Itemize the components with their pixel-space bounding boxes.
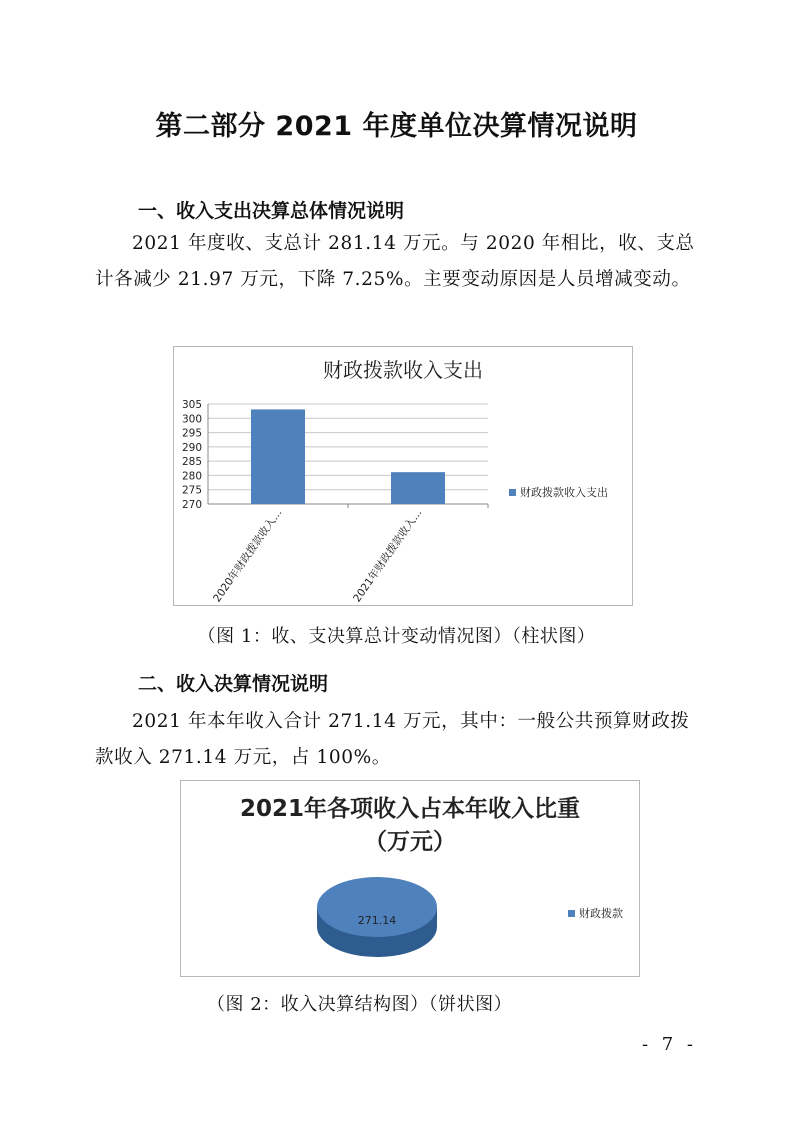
bar-2 (391, 472, 445, 504)
bar-chart-title: 财政拨款收入支出 (323, 358, 483, 382)
pie-data-label: 271.14 (357, 914, 397, 927)
figure-caption-2: （图 2：收入决算结构图）（饼状图） (207, 994, 513, 1015)
pie-legend-swatch (568, 910, 575, 917)
bar-y-tick-label: 290 (181, 441, 202, 454)
bar-y-tick-label: 305 (181, 399, 202, 411)
pie-legend-label: 财政拨款 (579, 907, 623, 920)
figure-caption-1: （图 1：收、支决算总计变动情况图）（柱状图） (197, 626, 596, 647)
bar-y-tick-label: 280 (181, 470, 202, 483)
bar-category-label: 2021年财政拨款收入… (351, 506, 425, 605)
bar-chart (173, 346, 633, 606)
bar-category-label: 2020年财政拨款收入… (211, 506, 285, 605)
bar-y-tick-label: 285 (181, 456, 202, 469)
section-paragraph-2: 2021 年本年收入合计 271.14 万元，其中：一般公共预算财政拨款收入 271.14 万元，占 100%。 (95, 711, 690, 768)
section-heading-1: 一、收入支出决算总体情况说明 (138, 200, 405, 222)
bar-y-tick-label: 275 (181, 484, 202, 497)
pie-chart-subtitle: （万元） (364, 829, 456, 855)
pie-chart (180, 780, 640, 977)
bar-y-tick-label: 270 (181, 499, 202, 511)
section-heading-2: 二、收入决算情况说明 (138, 673, 329, 695)
bar-y-tick-label: 295 (181, 427, 202, 440)
bar-1 (251, 409, 305, 504)
bar-y-tick-label: 300 (181, 413, 202, 426)
bar-legend-swatch (509, 489, 516, 496)
bar-legend-label: 财政拨款收入支出 (520, 486, 608, 499)
bar-chart-svg (174, 347, 632, 605)
pie-chart-title: 2021年各项收入占本年收入比重 (239, 796, 581, 822)
page-number: - 7 - (641, 1034, 697, 1055)
pie-chart-svg (181, 781, 639, 976)
pie-slice-1 (317, 877, 437, 937)
page-title: 第二部分 2021 年度单位决算情况说明 (155, 111, 638, 142)
section-paragraph-1: 2021 年度收、支总计 281.14 万元。与 2020 年相比，收、支总计各减少 21.97 万元，下降 7.25%。主要变动原因是人员增减变动。 (95, 233, 695, 290)
